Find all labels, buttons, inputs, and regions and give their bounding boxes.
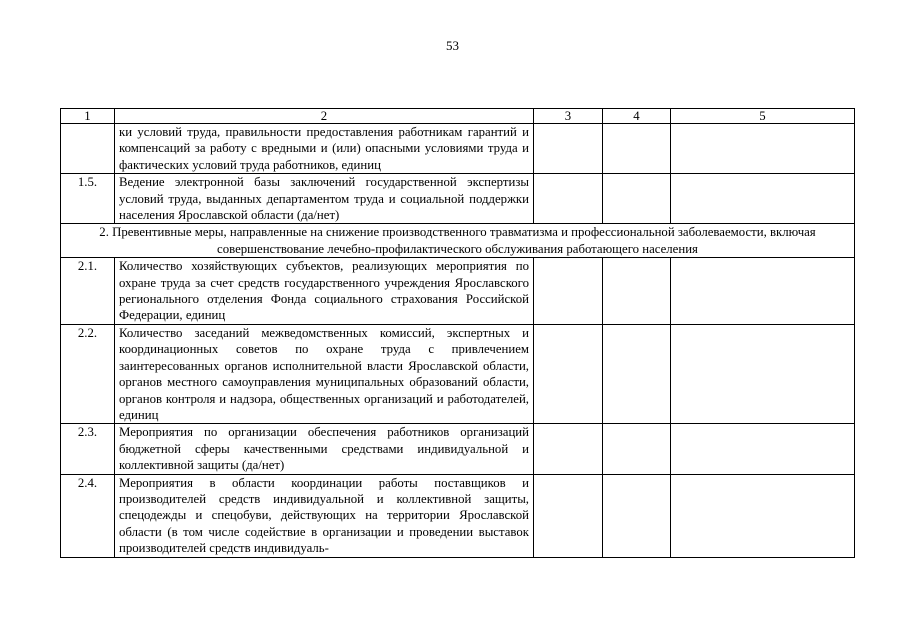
row-cell-5 xyxy=(671,474,855,557)
row-number xyxy=(61,124,115,174)
section-row xyxy=(61,224,855,258)
row-cell-4 xyxy=(603,174,671,224)
table-row xyxy=(61,324,855,423)
row-number: 2.4. xyxy=(61,474,115,557)
row-cell-4 xyxy=(603,324,671,423)
header-col-3: 3 xyxy=(534,109,603,124)
table-row xyxy=(61,174,855,224)
header-col-5: 5 xyxy=(671,109,855,124)
row-cell-3 xyxy=(534,324,603,423)
row-description: ки условий труда, правильности предоставления работникам гарантий и компенсаций за работу с вредными и (или) опасными условиями труда и фактических условий труда работников, единиц xyxy=(115,124,534,174)
row-cell-5 xyxy=(671,258,855,325)
row-number: 2.2. xyxy=(61,324,115,423)
page-number: 53 xyxy=(446,38,459,53)
table-header-row xyxy=(61,109,855,124)
table-row xyxy=(61,258,855,325)
row-cell-5 xyxy=(671,174,855,224)
row-cell-4 xyxy=(603,424,671,474)
row-cell-4 xyxy=(603,474,671,557)
row-cell-5 xyxy=(671,124,855,174)
row-number: 1.5. xyxy=(61,174,115,224)
row-cell-3 xyxy=(534,258,603,325)
row-cell-4 xyxy=(603,124,671,174)
row-cell-5 xyxy=(671,424,855,474)
row-cell-3 xyxy=(534,424,603,474)
row-cell-3 xyxy=(534,124,603,174)
row-cell-3 xyxy=(534,174,603,224)
header-col-4: 4 xyxy=(603,109,671,124)
row-description: Мероприятия по организации обеспечения работников организаций бюджетной сферы качественными средствами индивидуальной и коллективной защиты (да/нет) xyxy=(115,424,534,474)
row-description: Количество хозяйствующих субъектов, реализующих мероприятия по охране труда за счет средств государственного учреждения Ярославского регионального отделения Фонда социального страхования Российской Федерации, единиц xyxy=(115,258,534,325)
indicators-table xyxy=(60,108,855,558)
row-description: Мероприятия в области координации работы поставщиков и производителей средств индивидуальной и коллективной защиты, спецодежды и спецобуви, действующих на территории Ярославской области (в том числе содействие в организации и проведении выставок производителей средств индивидуаль- xyxy=(115,474,534,557)
header-col-2: 2 xyxy=(115,109,534,124)
row-cell-5 xyxy=(671,324,855,423)
row-cell-3 xyxy=(534,474,603,557)
row-cell-4 xyxy=(603,258,671,325)
row-number: 2.1. xyxy=(61,258,115,325)
table-row xyxy=(61,424,855,474)
row-description: Количество заседаний межведомственных комиссий, экспертных и координационных советов по охране труда с привлечением заинтересованных органов исполнительной власти Ярославской области, органов местного самоуправления муниципальных образований области, органов контроля и надзора, общественных организаций и работодателей, единиц xyxy=(115,324,534,423)
row-number: 2.3. xyxy=(61,424,115,474)
table-row xyxy=(61,124,855,174)
table-row xyxy=(61,474,855,557)
header-col-1: 1 xyxy=(61,109,115,124)
row-description: Ведение электронной базы заключений государственной экспертизы условий труда, выданных департаментом труда и социальной поддержки населения Ярославской области (да/нет) xyxy=(115,174,534,224)
section-heading: 2. Превентивные меры, направленные на снижение производственного травматизма и профессиональной заболеваемости, включая совершенствование лечебно-профилактического обслуживания работающего населения xyxy=(61,224,855,258)
